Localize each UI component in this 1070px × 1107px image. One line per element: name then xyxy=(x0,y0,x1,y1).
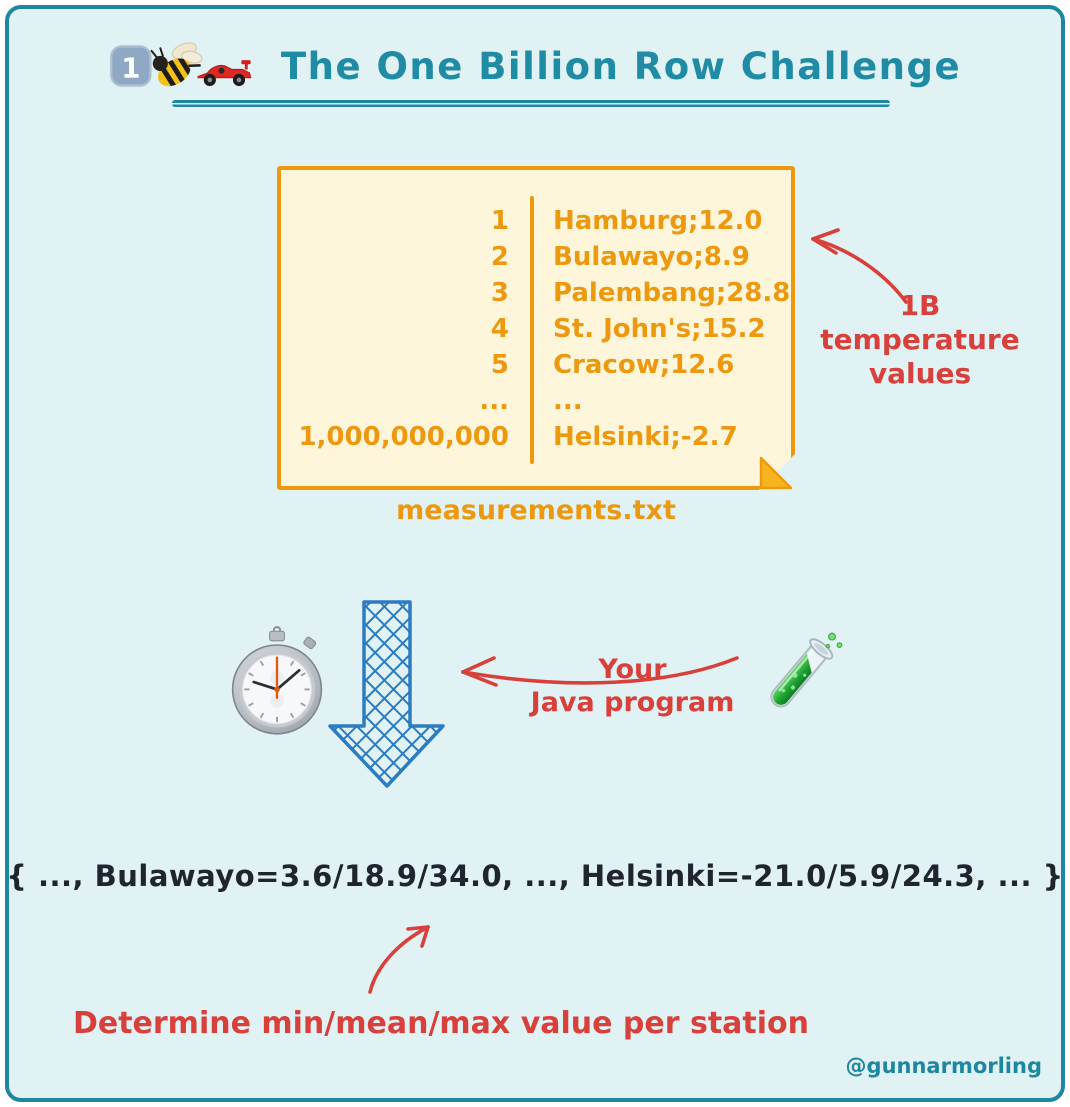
file-row xyxy=(281,419,791,455)
test-tube-icon xyxy=(743,626,849,732)
svg-text:1: 1 xyxy=(121,51,141,85)
result-line: { ..., Bulawayo=3.6/18.9/34.0, ..., Helsinki=-21.0/5.9/24.3, ... } xyxy=(6,859,1064,893)
title-underline xyxy=(172,100,890,107)
header xyxy=(0,38,1070,94)
task-annotation-arrow-icon xyxy=(348,916,458,998)
line-number: 5 xyxy=(490,350,509,380)
line-number: 3 xyxy=(490,278,509,308)
line-number: 4 xyxy=(490,314,509,344)
title-emojis xyxy=(109,38,253,94)
line-value: St. John's;15.2 xyxy=(553,314,766,344)
measurements-card xyxy=(277,166,795,490)
file-row xyxy=(281,275,791,311)
line-number: ... xyxy=(479,386,509,416)
filename-caption: measurements.txt xyxy=(396,495,676,526)
line-value: Hamburg;12.0 xyxy=(553,206,763,236)
line-number: 1,000,000,000 xyxy=(298,422,509,452)
file-rows xyxy=(281,203,791,455)
line-number: 1 xyxy=(490,206,509,236)
line-value: Bulawayo;8.9 xyxy=(553,242,750,272)
file-row xyxy=(281,347,791,383)
input-annotation-label: 1B temperature values xyxy=(820,289,1020,390)
file-row xyxy=(281,311,791,347)
line-value: Palembang;28.8 xyxy=(553,278,791,308)
file-row xyxy=(281,383,791,419)
task-annotation-label: Determine min/mean/max value per station xyxy=(72,1006,810,1041)
file-row xyxy=(281,239,791,275)
line-value: ... xyxy=(553,386,583,416)
page-title: The One Billion Row Challenge xyxy=(280,44,962,88)
line-value: Helsinki;-2.7 xyxy=(553,422,738,452)
file-row xyxy=(281,203,791,239)
racing-car-icon xyxy=(197,56,253,90)
stopwatch-icon xyxy=(224,626,330,738)
program-annotation-label: Your Java program xyxy=(530,654,735,718)
author-credit: @gunnarmorling xyxy=(845,1054,1042,1078)
line-value: Cracow;12.6 xyxy=(553,350,735,380)
line-number: 2 xyxy=(490,242,509,272)
dogear-fold-icon xyxy=(759,454,795,490)
